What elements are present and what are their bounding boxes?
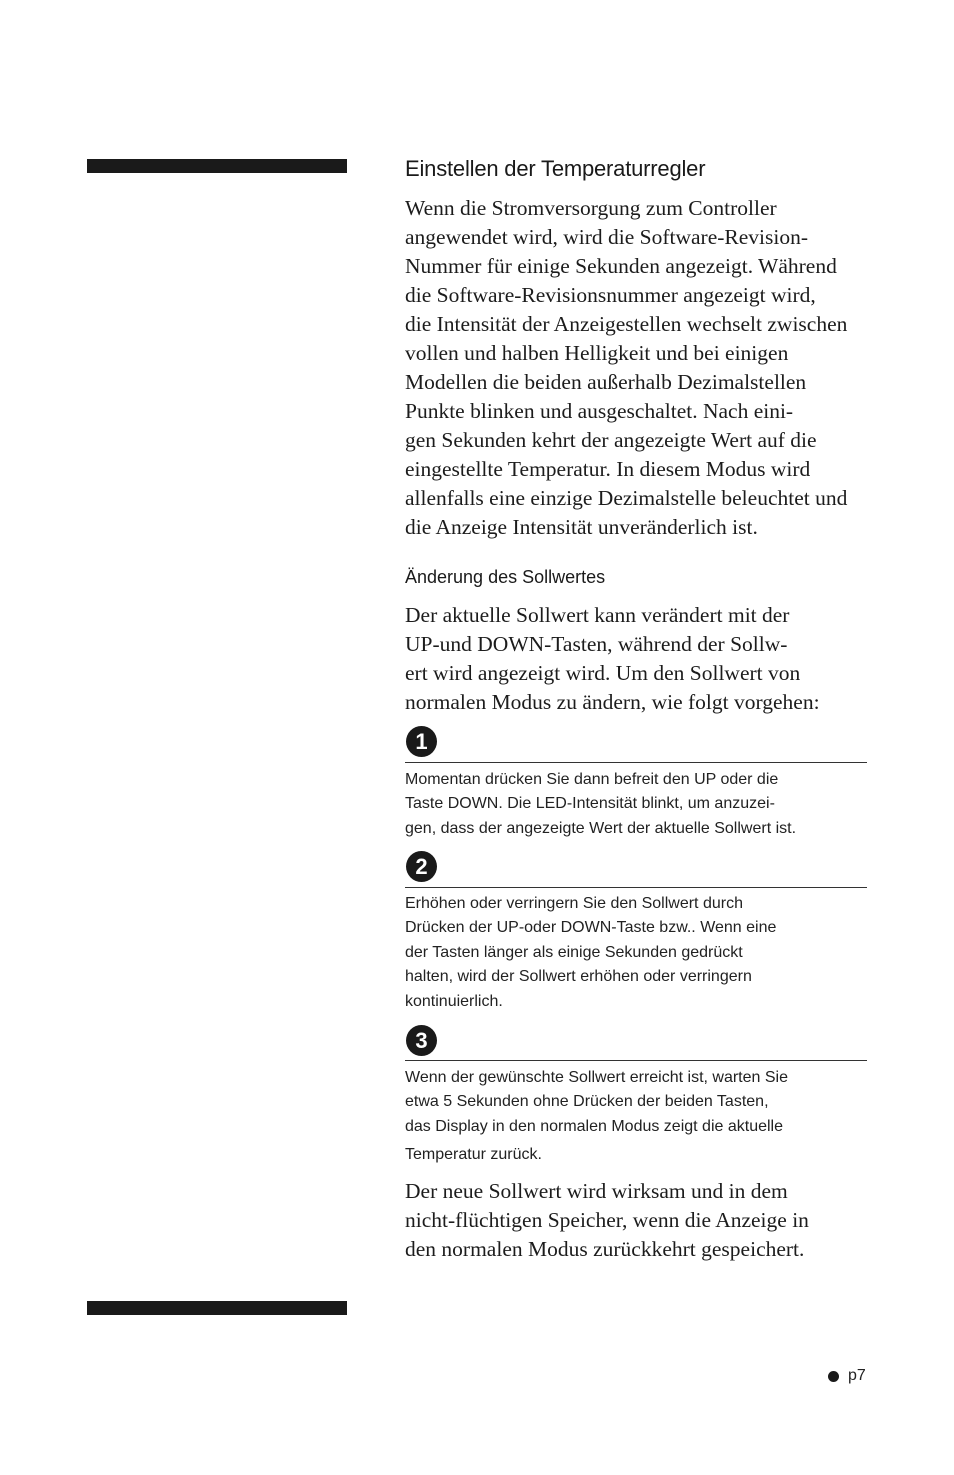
intro-line: Modellen die beiden außerhalb Dezimalstellen bbox=[405, 370, 807, 394]
section-intro bbox=[405, 194, 867, 542]
step-2 bbox=[405, 851, 867, 1010]
step-line: etwa 5 Sekunden ohne Drücken der beiden Tasten, bbox=[405, 1093, 769, 1111]
subsection-intro bbox=[405, 601, 867, 717]
decorative-bar-top bbox=[87, 159, 347, 173]
bullet-dot-icon bbox=[828, 1371, 839, 1382]
step-line: Momentan drücken Sie dann befreit den UP oder die bbox=[405, 771, 779, 788]
step-number-badge: 1 bbox=[406, 726, 437, 757]
closing-line: nicht-flüchtigen Speicher, wenn die Anzeige in bbox=[405, 1208, 809, 1232]
step-divider bbox=[405, 887, 867, 888]
step-line: Erhöhen oder verringern Sie den Sollwert durch bbox=[405, 895, 743, 912]
intro-line: die Anzeige Intensität unveränderlich ist. bbox=[405, 515, 758, 539]
subsection-title: Änderung des Sollwertes bbox=[405, 567, 606, 587]
intro-line: allenfalls eine einzige Dezimalstelle beleuchtet und bbox=[405, 486, 848, 510]
step-3 bbox=[405, 1025, 867, 1164]
subsection-line: ert wird angezeigt wird. Um den Sollwert von bbox=[405, 661, 801, 685]
step-text bbox=[405, 768, 867, 841]
intro-line: Wenn die Stromversorgung zum Controller bbox=[405, 196, 777, 220]
step-line: Drücken der UP-oder DOWN-Taste bzw.. Wenn eine bbox=[405, 919, 777, 937]
subsection-line: UP-und DOWN-Tasten, während der Sollw- bbox=[405, 632, 788, 656]
step-text bbox=[405, 1066, 867, 1168]
step-number-badge: 3 bbox=[406, 1025, 437, 1056]
page-number bbox=[828, 1367, 866, 1385]
intro-line: gen Sekunden kehrt der angezeigte Wert auf die bbox=[405, 428, 817, 452]
subsection-line: normalen Modus zu ändern, wie folgt vorgehen: bbox=[405, 690, 820, 714]
step-line: Temperatur zurück. bbox=[405, 1146, 542, 1164]
closing-paragraph bbox=[405, 1177, 867, 1264]
step-text bbox=[405, 892, 867, 1014]
step-1 bbox=[405, 726, 867, 837]
intro-line: angewendet wird, wird die Software-Revision- bbox=[405, 225, 809, 249]
step-line: Taste DOWN. Die LED-Intensität blinkt, um anzuzei- bbox=[405, 795, 775, 813]
step-number-badge: 2 bbox=[406, 851, 437, 882]
subsection-line: Der aktuelle Sollwert kann verändert mit der bbox=[405, 603, 790, 627]
intro-line: Nummer für einige Sekunden angezeigt. Während bbox=[405, 254, 837, 278]
step-divider bbox=[405, 1060, 867, 1061]
step-line: Wenn der gewünschte Sollwert erreicht ist, warten Sie bbox=[405, 1069, 788, 1086]
intro-line: eingestellte Temperatur. In diesem Modus wird bbox=[405, 457, 811, 481]
step-line: der Tasten länger als einige Sekunden gedrückt bbox=[405, 943, 743, 961]
step-line: gen, dass der angezeigte Wert der aktuelle Sollwert ist. bbox=[405, 819, 797, 837]
intro-line: die Intensität der Anzeigestellen wechselt zwischen bbox=[405, 312, 848, 336]
intro-line: Punkte blinken und ausgeschaltet. Nach eini- bbox=[405, 399, 794, 423]
step-line: halten, wird der Sollwert erhöhen oder verringern bbox=[405, 968, 752, 986]
intro-line: vollen und halben Helligkeit und bei einigen bbox=[405, 341, 789, 365]
page-number-label: p7 bbox=[848, 1367, 866, 1384]
step-line: das Display in den normalen Modus zeigt die aktuelle bbox=[405, 1117, 783, 1135]
intro-line: die Software-Revisionsnummer angezeigt wird, bbox=[405, 283, 816, 307]
step-line: kontinuierlich. bbox=[405, 992, 503, 1010]
section-title: Einstellen der Temperaturregler bbox=[405, 156, 706, 181]
decorative-bar-bottom bbox=[87, 1301, 347, 1315]
step-divider bbox=[405, 762, 867, 763]
closing-line: Der neue Sollwert wird wirksam und in dem bbox=[405, 1179, 788, 1203]
closing-line: den normalen Modus zurückkehrt gespeichert. bbox=[405, 1237, 805, 1261]
